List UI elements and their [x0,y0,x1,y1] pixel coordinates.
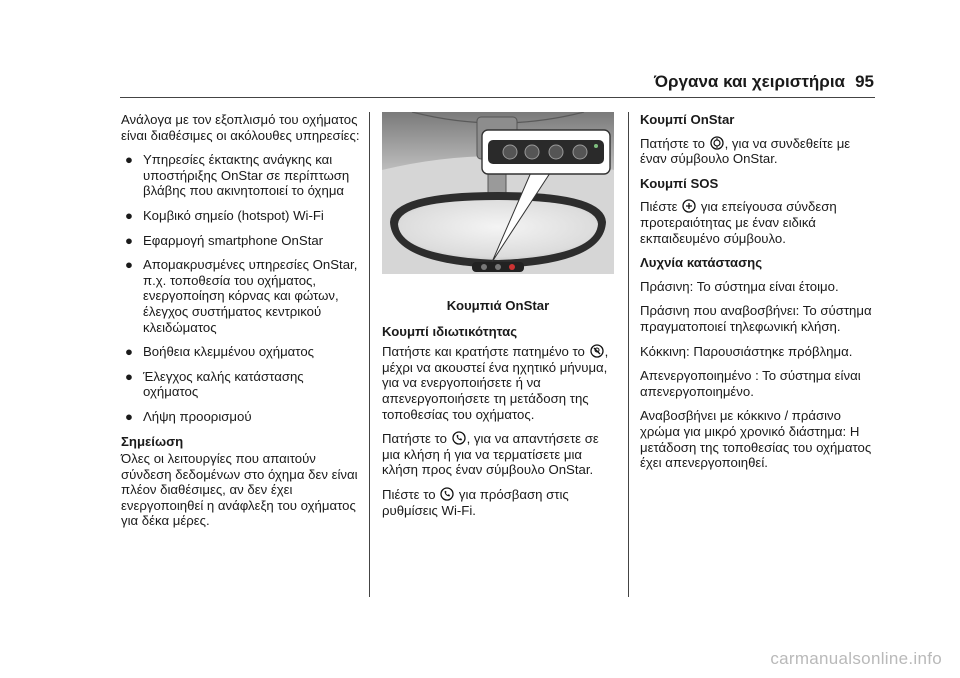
onstar-paragraph: Πατήστε το , για να συνδεθείτε με έναν σύμβουλο OnStar. [640,135,851,167]
list-item: ● Εφαρμογή smartphone OnStar [125,232,324,248]
header-rule [120,97,875,98]
page-number: 95 [855,72,874,91]
bullet-icon: ● [125,257,133,273]
onstar-mirror-figure [382,112,614,274]
services-list [121,152,361,424]
bullet-icon: ● [125,408,133,424]
column-divider-1 [369,112,370,597]
column-left [121,112,361,538]
led-item: Απενεργοποιημένο : Το σύστημα είναι απενεργοποιημένο. [640,368,861,399]
led-item: Αναβοσβήνει με κόκκινο / πράσινο χρώμα για μικρό χρονικό διάστημα: Η μετάδοση της τοποθεσίας του οχήματος έχει απενεργοποιηθεί. [640,408,872,471]
led-heading: Λυχνία κατάστασης [640,255,763,271]
list-item: ● Απομακρυσμένες υπηρεσίες OnStar, π.χ. τοποθεσία του οχήματος, ενεργοποίηση κόρνας και φώτων, έλεγχος συστήματος κεντρικού κλειδώματος [125,257,358,335]
note-text: Όλες οι λειτουργίες που απαιτούν σύνδεση δεδομένων στο όχημα δεν είναι πλέον διαθέσιμες, αν δεν έχει ενεργοποιηθεί η ανάφλεξη του οχήματος για δέκα μέρες. [121,451,358,529]
sos-paragraph: Πιέστε για επείγουσα σύνδεση προτεραιότητας με έναν ειδικά εκπαιδευμένο σύμβουλο. [640,199,837,246]
led-item: Πράσινη που αναβοσβήνει: Το σύστημα πραγματοποιεί τηλεφωνική κλήση. [640,303,872,334]
onstar-button-icon [549,145,563,159]
phone-button-icon [440,487,454,501]
list-item: ● Υπηρεσίες έκτακτης ανάγκης και υποστήριξης OnStar σε περίπτωση βλάβης που ακινητοποιεί το όχημα [125,152,350,199]
list-item: ● Λήψη προορισμού [125,408,252,424]
sos-button-icon [573,145,587,159]
figure-caption: Κουμπιά OnStar [446,298,550,313]
bullet-icon: ● [125,232,133,248]
privacy-paragraph: Πατήστε και κρατήστε πατημένο το , μέχρι να ακουστεί ένα ηχητικό μήνυμα, για να ενεργοποιήσετε ή να απενεργοποιήσετε τη μετάδοση της τοποθεσίας του οχήματος. [382,344,609,422]
note-heading: Σημείωση [121,433,184,449]
bullet-icon: ● [125,207,133,223]
onstar-button-small [495,264,501,270]
bullet-icon: ● [125,368,133,384]
onstar-heading: Κουμπί OnStar [640,112,735,127]
sos-button-icon [682,199,696,213]
bullet-icon: ● [125,152,133,168]
intro-paragraph: Ανάλογα με τον εξοπλισμό του οχήματος είναι διαθέσιμες οι ακόλουθες υπηρεσίες: [121,112,360,143]
phone-button-icon [452,431,466,445]
privacy-button-icon [590,344,604,358]
column-middle [382,112,614,527]
sos-heading: Κουμπί SOS [640,175,719,191]
onstar-button-icon [710,136,724,150]
phone-button-icon [525,145,539,159]
column-right [640,112,880,480]
privacy-button-icon [503,145,517,159]
wifi-paragraph: Πιέστε το για πρόσβαση στις ρυθμίσεις Wi-Fi. [382,486,569,518]
privacy-heading: Κουμπί ιδιωτικότητας [382,323,518,339]
status-led-icon [594,144,598,148]
led-item: Πράσινη: Το σύστημα είναι έτοιμο. [640,278,839,294]
bullet-icon: ● [125,344,133,360]
privacy-button-small [481,264,487,270]
list-item: ● Έλεγχος καλής κατάστασης οχήματος [125,368,304,400]
list-item: ● Βοήθεια κλεμμένου οχήματος [125,344,315,360]
page-header-title: Όργανα και χειριστήρια [654,72,845,91]
list-item: ● Κομβικό σημείο (hotspot) Wi-Fi [125,207,324,223]
watermark: carmanualsonline.info [770,649,942,668]
sos-button-small [509,264,515,270]
column-divider-2 [628,112,629,597]
phone-paragraph: Πατήστε το , για να απαντήσετε σε μια κλήση ή για να τερματίσετε μια κλήση προς έναν σύμβουλο OnStar. [382,431,599,478]
led-item: Κόκκινη: Παρουσιάστηκε πρόβλημα. [640,343,853,359]
